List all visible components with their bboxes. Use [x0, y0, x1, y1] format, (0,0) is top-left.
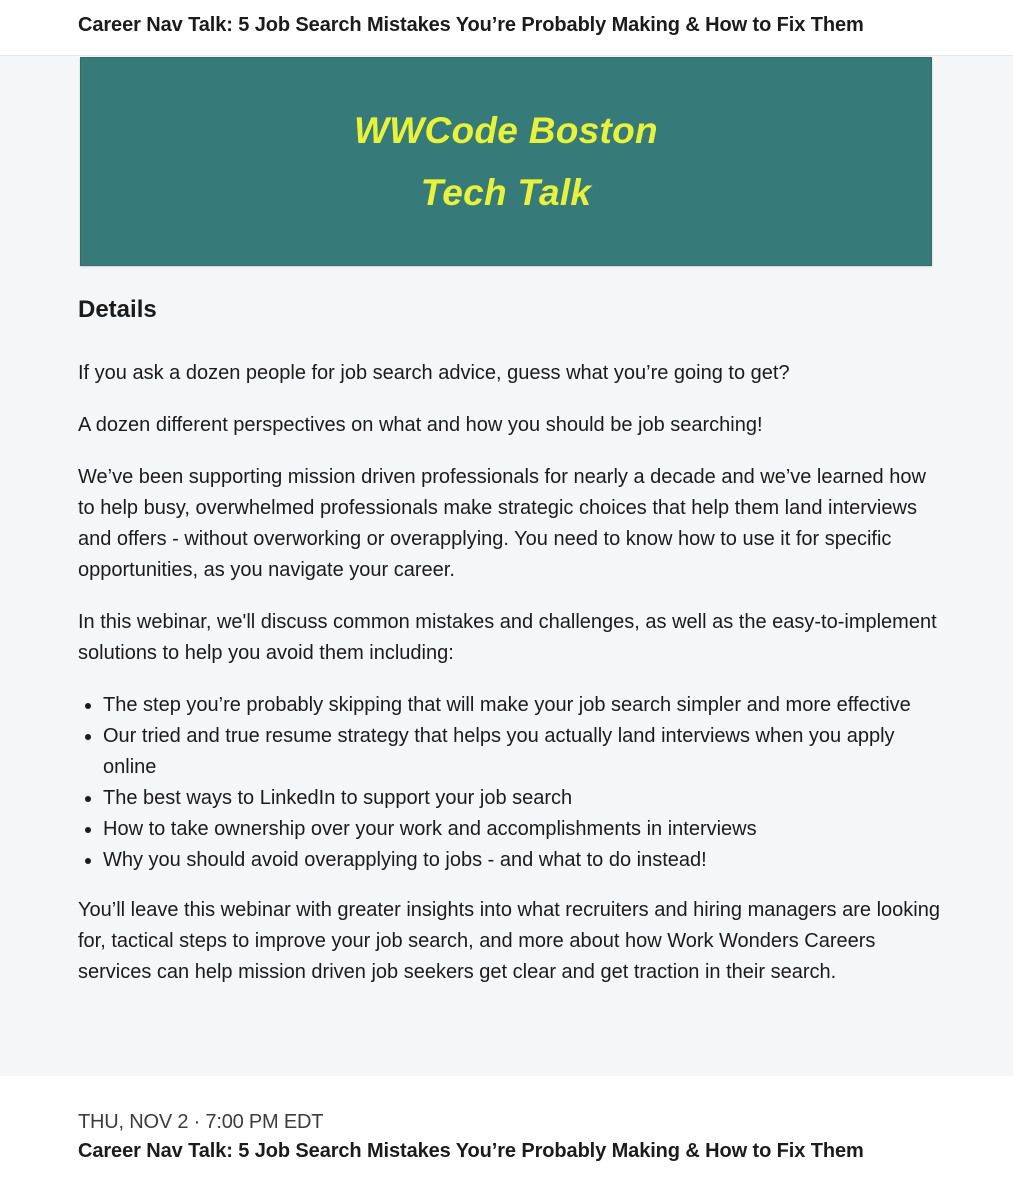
details-paragraph-2: A dozen different perspectives on what and how you should be job searching! — [78, 414, 763, 436]
event-title: Career Nav Talk: 5 Job Search Mistakes You’re Probably Making & How to Fix Them — [78, 14, 864, 36]
bullet-item: The best ways to LinkedIn to support your job search — [78, 783, 948, 814]
details-heading: Details — [78, 296, 157, 323]
event-header-bar — [0, 0, 1013, 56]
footer-event-title[interactable]: Career Nav Talk: 5 Job Search Mistakes You’re Probably Making & How to Fix Them — [78, 1140, 864, 1162]
event-details-section — [78, 294, 948, 1009]
banner-line-2: Tech Talk — [420, 171, 592, 213]
details-bullet-list — [78, 690, 948, 876]
bullet-item: Why you should avoid overapplying to jobs - and what to do instead! — [78, 845, 948, 876]
bullet-item: Our tried and true resume strategy that helps you actually land interviews when you apply online — [78, 721, 948, 783]
bullet-item: How to take ownership over your work and accomplishments in interviews — [78, 814, 948, 845]
details-paragraph-4: In this webinar, we'll discuss common mistakes and challenges, as well as the easy-to-implement solutions to help you avoid them including: — [78, 611, 937, 664]
event-banner-image — [80, 57, 932, 266]
bullet-item: The step you’re probably skipping that will make your job search simpler and more effective — [78, 690, 948, 721]
event-date-time: THU, NOV 2 · 7:00 PM EDT — [78, 1111, 324, 1133]
event-footer-bar — [0, 1076, 1013, 1200]
details-paragraph-5: You’ll leave this webinar with greater insights into what recruiters and hiring managers are looking for, tactical steps to improve your job search, and more about how Work Wonders Careers services can help mission driven job seekers get clear and get traction in their search. — [78, 899, 940, 983]
details-paragraph-1: If you ask a dozen people for job search advice, guess what you’re going to get? — [78, 362, 790, 384]
details-paragraph-3: We’ve been supporting mission driven professionals for nearly a decade and we’ve learned how to help busy, overwhelmed professionals make strategic choices that help them land interviews and offers - without overworking or overapplying. You need to know how to use it for specific opportunities, as you navigate your career. — [78, 466, 926, 581]
banner-line-1: WWCode Boston — [354, 109, 658, 151]
